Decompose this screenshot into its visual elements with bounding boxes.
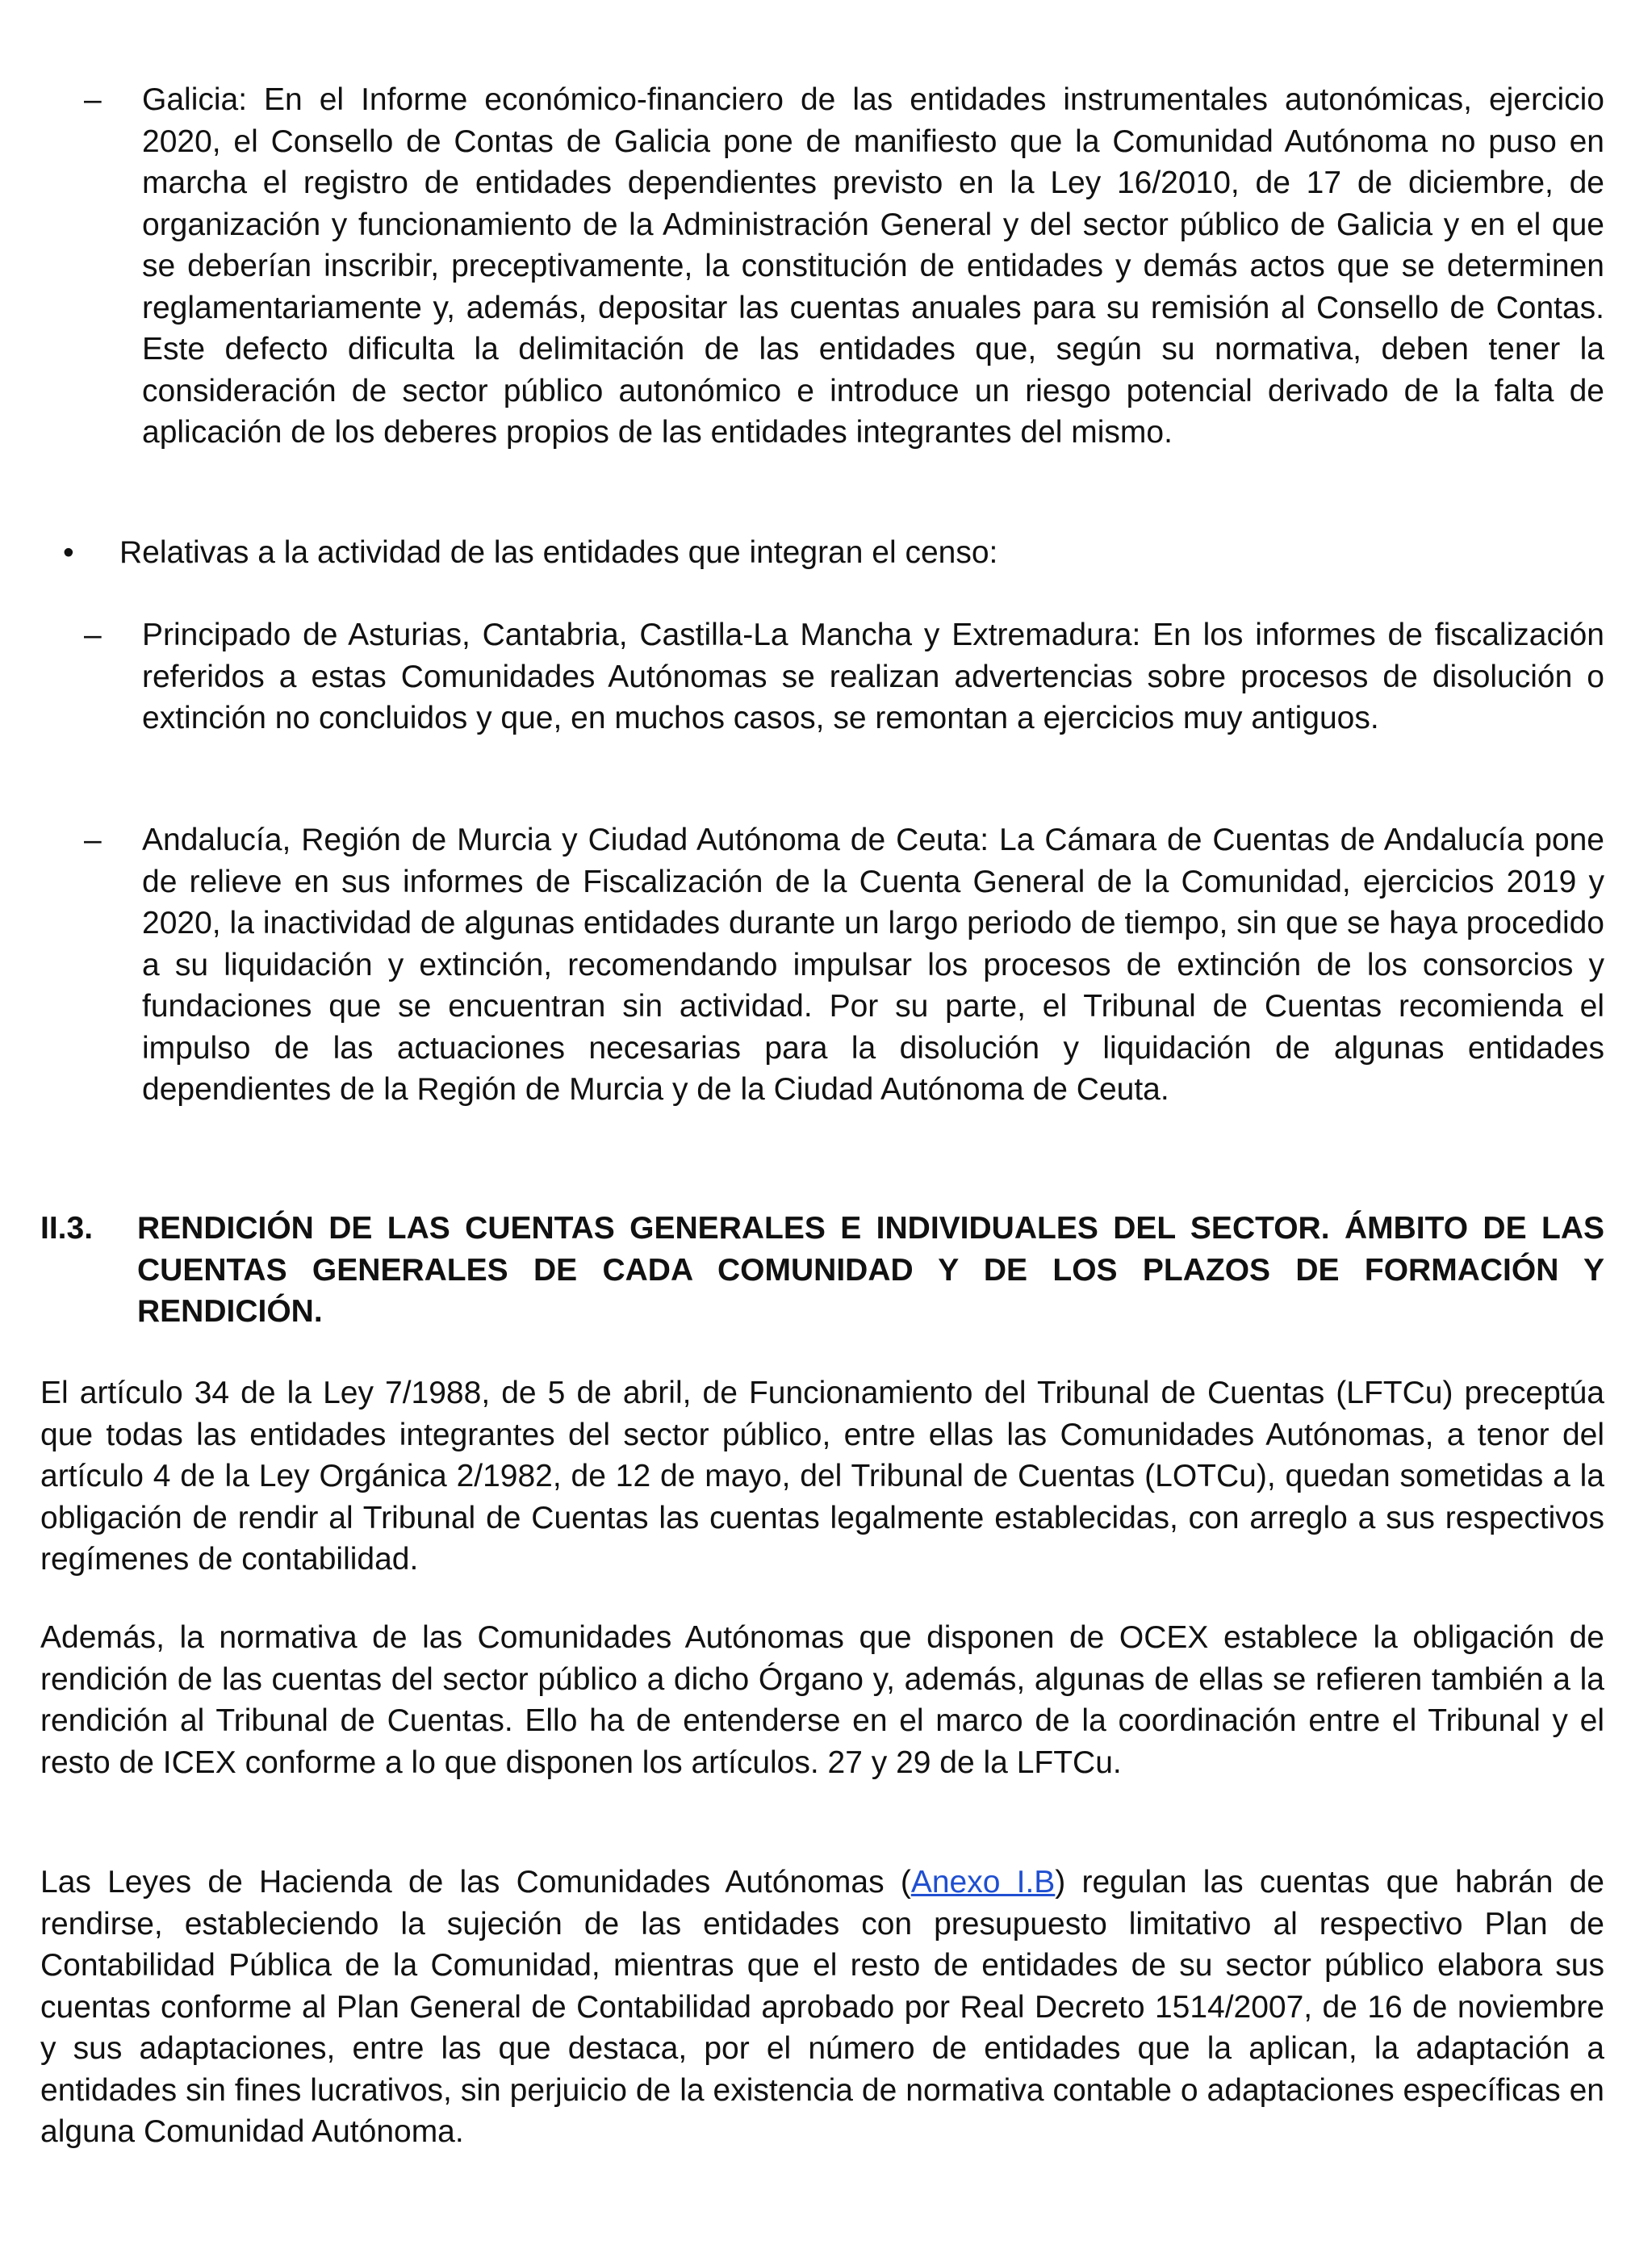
list-item-actividad: Relativas a la actividad de las entidades que integran el censo: — [119, 535, 998, 570]
dash-marker-andalucia: – — [84, 823, 102, 857]
paragraph-ocex: Además, la normativa de las Comunidades Autónomas que disponen de OCEX establece la obligación de rendición de las cuentas del sector público a dicho Órgano y, además, algunas de ellas se refieren también a la rendición al Tribunal de Cuentas. Ello ha de entenderse en el marco de la coordinación entre el Tribunal y el resto de ICEX conforme a lo que disponen los artículos. 27 y 29 de la LFTCu. — [40, 1620, 1604, 1780]
list-item-galicia: Galicia: En el Informe económico-financiero de las entidades instrumentales autonómicas, ejercicio 2020, el Consello de Contas de Galicia pone de manifiesto que la Comunidad Autónoma no puso en marcha el registro de entidades dependientes previsto en la Ley 16/2010, de 17 de diciembre, de organización y funcionamiento de la Administración General y del sector público de Galicia y en el que se deberían inscribir, preceptivamente, la constitución de entidades y demás actos que se determinen reglamentariamente y, además, depositar las cuentas anuales para su remisión al Consello de Contas. Este defecto dificulta la delimitación de las entidades que, según su normativa, deben tener la consideración de sector público autonómico e introduce un riesgo potencial derivado de la falta de aplicación de los deberes propios de las entidades integrantes del mismo. — [142, 82, 1604, 450]
section-number: II.3. — [40, 1211, 94, 1246]
paragraph-lftcu: El artículo 34 de la Ley 7/1988, de 5 de abril, de Funcionamiento del Tribunal de Cuentas (LFTCu) preceptúa que todas las entidades integrantes del sector público, entre ellas las Comunidades Autónomas, a tenor del artículo 4 de la Ley Orgánica 2/1982, de 12 de mayo, del Tribunal de Cuentas (LOTCu), quedan sometidas a la obligación de rendir al Tribunal de Cuentas las cuentas legalmente establecidas, con arreglo a sus respectivos regímenes de contabilidad. — [40, 1376, 1604, 1577]
list-item-asturias: Principado de Asturias, Cantabria, Castilla-La Mancha y Extremadura: En los informes de fiscalización referidos a estas Comunidades Autónomas se realizan advertencias sobre procesos de disolución o extinción no concluidos y que, en muchos casos, se remontan a ejercicios muy antiguos. — [142, 618, 1604, 735]
paragraph-leyes-hacienda-start: Las Leyes de Hacienda de las Comunidades Autónomas ( — [40, 1865, 911, 1900]
anexo-link[interactable]: Anexo I.B — [910, 1865, 1056, 1900]
list-item-andalucia: Andalucía, Región de Murcia y Ciudad Autónoma de Ceuta: La Cámara de Cuentas de Andalucía pone de relieve en sus informes de Fiscalización de la Cuenta General de la Comunidad, ejercicios 2019 y 2020, la inactividad de algunas entidades durante un largo periodo de tiempo, sin que se haya procedido a su liquidación y extinción, recomendando impulsar los procesos de extinción de los consorcios y fundaciones que se encuentran sin actividad. Por su parte, el Tribunal de Cuentas recomienda el impulso de las actuaciones necesarias para la disolución y liquidación de algunas entidades dependientes de la Región de Murcia y de la Ciudad Autónoma de Ceuta. — [142, 823, 1604, 1107]
paragraph-leyes-hacienda-end: ) regulan las cuentas que habrán de rendirse, estableciendo la sujeción de las entidades con presupuesto limitativo al respectivo Plan de Contabilidad Pública de la Comunidad, mientras que el resto de entidades de su sector público elabora sus cuentas conforme al Plan General de Contabilidad aprobado por Real Decreto 1514/2007, de 16 de noviembre y sus adaptaciones, entre las que destaca, por el número de entidades que la aplican, la adaptación a entidades sin fines lucrativos, sin perjuicio de la existencia de normativa contable o adaptaciones específicas en alguna Comunidad Autónoma. — [40, 1865, 1604, 2149]
dash-marker-galicia: – — [84, 82, 102, 117]
paragraph-leyes-hacienda — [40, 1862, 1604, 2153]
bullet-marker-actividad: • — [63, 535, 74, 570]
section-title: RENDICIÓN DE LAS CUENTAS GENERALES E INDIVIDUALES DEL SECTOR. ÁMBITO DE LAS CUENTAS GENERALES DE CADA COMUNIDAD Y DE LOS PLAZOS DE FORMACIÓN Y RENDICIÓN. — [137, 1211, 1604, 1329]
dash-marker-asturias: – — [84, 618, 102, 652]
